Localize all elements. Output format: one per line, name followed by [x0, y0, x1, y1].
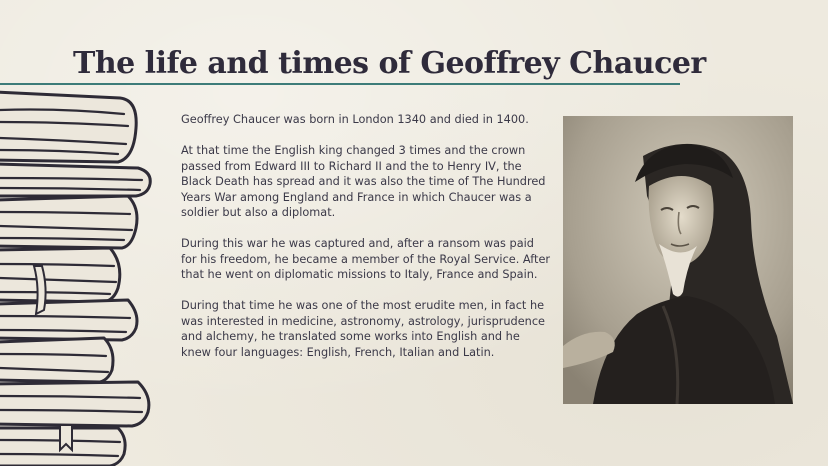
title-underline [0, 83, 680, 85]
paragraph-historical-context: At that time the English king changed 3 times and the crown passed from Edward III to Richard II and the to Henry IV, the Black Death has spread and it was also the time of The Hundred Years War among England and France in which Chaucer was a soldier but also a diplomat. [181, 144, 546, 219]
paragraph-birth: Geoffrey Chaucer was born in London 1340 and died in 1400. [181, 113, 529, 126]
paragraph-erudition: During that time he was one of the most erudite men, in fact he was interested in medicine, astronomy, astrology, jurisprudence and alchemy, he translated some works into English and he knew four languages: English, French, Italian and Latin. [181, 299, 545, 359]
geoffrey-chaucer-portrait [563, 116, 793, 404]
stacked-books-illustration [0, 88, 160, 466]
slide-title: The life and times of Geoffrey Chaucer [73, 46, 706, 81]
paragraph-captivity: During this war he was captured and, after a ransom was paid for his freedom, he became a member of the Royal Service. After that he went on diplomatic missions to Italy, France and Spain. [181, 237, 551, 281]
body-text [181, 112, 551, 376]
